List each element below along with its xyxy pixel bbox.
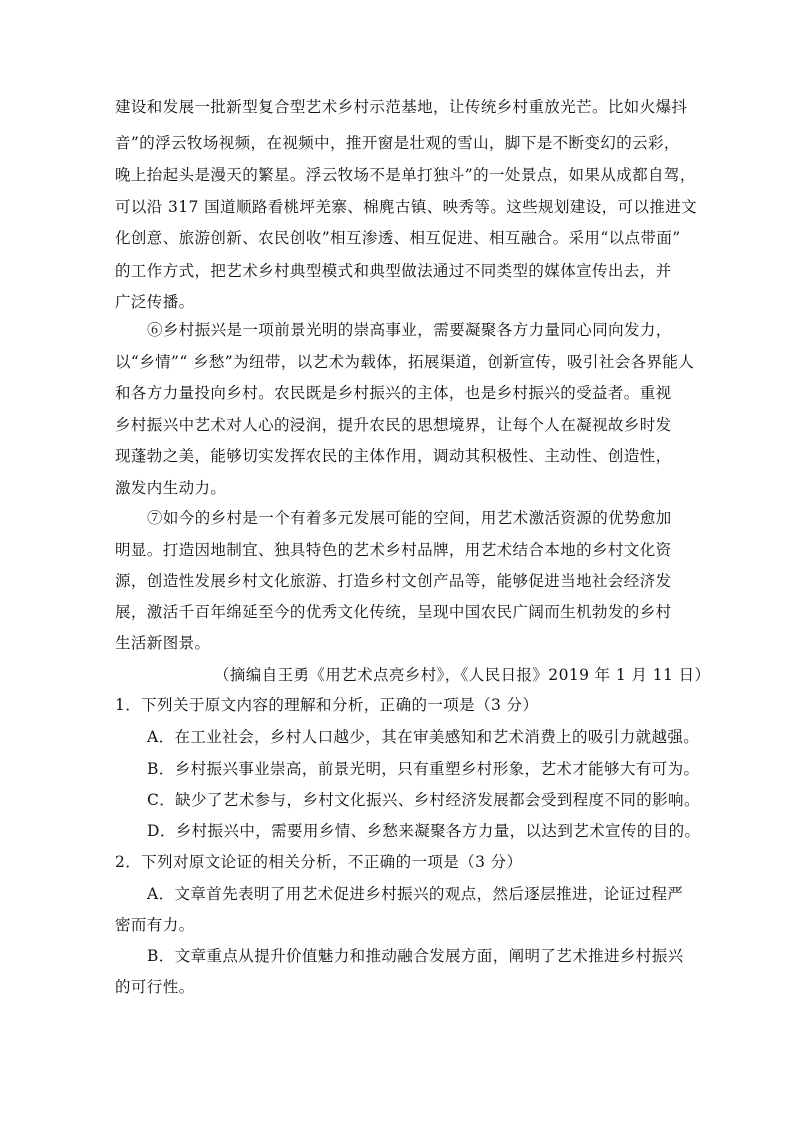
paragraph-line: 晚上抬起头是漫天的繁星。浮云牧场不是单打独斗”的一处景点，如果从成都自驾， bbox=[115, 166, 696, 184]
question-1-option-d: D．乡村振兴中，需要用乡情、乡愁来凝聚各方力量，以达到艺术宣传的目的。 bbox=[147, 822, 701, 840]
paragraph-line: 建设和发展一批新型复合型艺术乡村示范基地，让传统乡村重放光芒。比如火爆抖 bbox=[115, 98, 688, 116]
paragraph-line: 广泛传播。 bbox=[115, 293, 195, 311]
question-1-option-b: B．乡村振兴事业崇高，前景光明，只有重塑乡村形象，艺术才能够大有可为。 bbox=[147, 760, 700, 778]
paragraph-line: 激发内生动力。 bbox=[115, 479, 227, 497]
question-2-option-b-cont: 的可行性。 bbox=[115, 978, 195, 996]
paragraph-line: ⑥乡村振兴是一项前景光明的崇高事业，需要凝聚各方力量同心同向发力， bbox=[147, 321, 672, 339]
paragraph-line: 音”的浮云牧场视频，在视频中，推开窗是壮观的雪山，脚下是不断变幻的云彩， bbox=[115, 134, 680, 152]
paragraph-line: 乡村振兴中艺术对人心的浸润，提升农民的思想境界，让每个人在凝视故乡时发 bbox=[115, 416, 672, 434]
question-2-option-a: A．文章首先表明了用艺术促进乡村振兴的观点，然后逐层推进，论证过程严 bbox=[147, 885, 684, 903]
paragraph-line: 源，创造性发展乡村文化旅游、打造乡村文创产品等，能够促进当地社会经济发 bbox=[115, 572, 672, 590]
paragraph-line: 的工作方式，把艺术乡村典型模式和典型做法通过不同类型的媒体宣传出去，并 bbox=[115, 262, 672, 280]
paragraph-line: ⑦如今的乡村是一个有着多元发展可能的空间，用艺术激活资源的优势愈加 bbox=[147, 509, 672, 527]
paragraph-line: 可以沿 317 国道顺路看桃坪羌寨、棉麂古镇、映秀等。这些规划建设，可以推进文 bbox=[115, 198, 698, 216]
source-citation: （摘编自王勇《用艺术点亮乡村》，《人民日报》2019 年 1 月 11 日） bbox=[214, 666, 711, 684]
question-2-option-b: B．文章重点从提升价值魅力和推动融合发展方面，阐明了艺术推进乡村振兴 bbox=[147, 947, 684, 965]
paragraph-line: 现蓬勃之美，能够切实发挥农民的主体作用，调动其积极性、主动性、创造性， bbox=[115, 447, 672, 465]
paragraph-line: 和各方力量投向乡村。农民既是乡村振兴的主体，也是乡村振兴的受益者。重视 bbox=[115, 384, 672, 402]
question-1-option-c: C．缺少了艺术参与，乡村文化振兴、乡村经济发展都会受到程度不同的影响。 bbox=[147, 791, 700, 809]
paragraph-line: 生活新图景。 bbox=[115, 634, 211, 652]
question-1-stem: 1．下列关于原文内容的理解和分析，正确的一项是（3 分） bbox=[115, 696, 539, 714]
paragraph-line: 以“乡情”“ 乡愁”为纽带，以艺术为载体，拓展渠道，创新宣传，吸引社会各界能人 bbox=[115, 353, 695, 371]
paragraph-line: 展，激活千百年绵延至今的优秀文化传统，呈现中国农民广阔而生机勃发的乡村 bbox=[115, 603, 672, 621]
question-2-stem: 2．下列对原文论证的相关分析，不正确的一项是（3 分） bbox=[115, 853, 523, 871]
paragraph-line: 明显。打造因地制宜、独具特色的艺术乡村品牌，用艺术结合本地的乡村文化资 bbox=[115, 541, 672, 559]
question-1-option-a: A．在工业社会，乡村人口越少，其在审美感知和艺术消费上的吸引力就越强。 bbox=[147, 728, 700, 746]
question-2-option-a-cont: 密而有力。 bbox=[115, 916, 195, 934]
paragraph-line: 化创意、旅游创新、农民创收”相互渗透、相互促进、相互融合。采用“以点带面” bbox=[115, 229, 681, 247]
